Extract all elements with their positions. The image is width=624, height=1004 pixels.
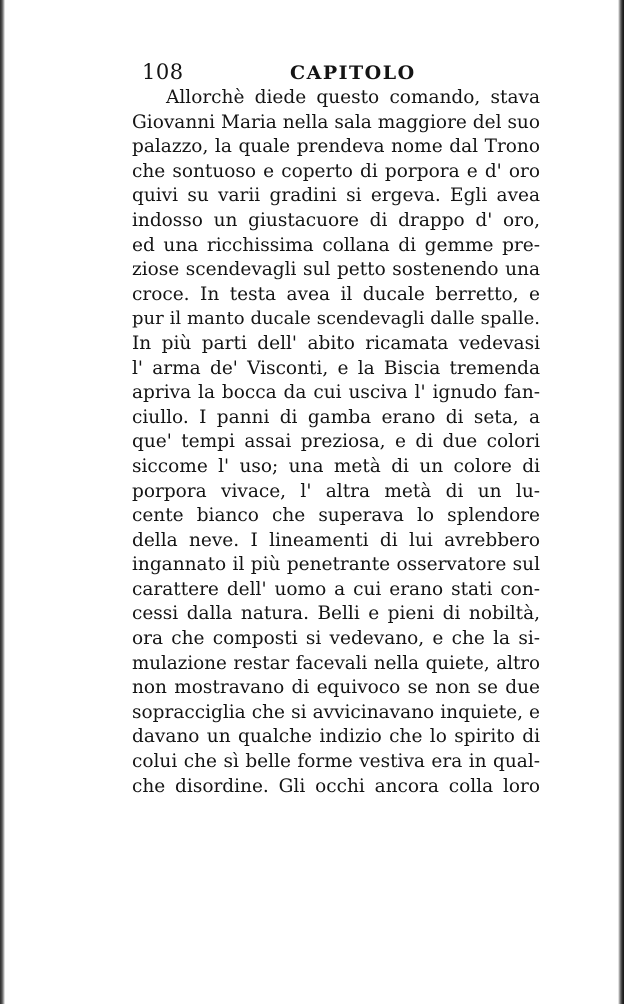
body-text (132, 86, 540, 799)
page-right-edge (618, 0, 624, 1004)
text-line: cente bianco che superava lo splendore (132, 505, 540, 527)
page-number: 108 (142, 60, 184, 84)
text-line: ora che composti si vedevano, e che la si- (132, 628, 540, 650)
text-line: apriva la bocca da cui usciva l' ignudo fan- (132, 382, 540, 404)
text-line: porpora vivace, l' altra metà di un lu- (132, 480, 540, 502)
text-line: que' tempi assai preziosa, e di due colori (132, 431, 540, 453)
text-line: che sontuoso e coperto di porpora e d' oro (132, 160, 540, 182)
text-line: mulazione restar facevali nella quiete, altro (132, 652, 540, 674)
text-line: della neve. I lineamenti di lui avrebbero (132, 529, 540, 551)
text-line: colui che sì belle forme vestiva era in qual- (132, 751, 540, 773)
text-line: che disordine. Gli occhi ancora colla loro (132, 775, 540, 797)
text-line: croce. In testa avea il ducale berretto, e (132, 283, 540, 305)
text-line: ingannato il più penetrante osservatore sul (132, 554, 540, 576)
text-line: non mostravano di equivoco se non se due (132, 677, 540, 699)
text-line: cessi dalla natura. Belli e pieni di nobiltà, (132, 603, 540, 625)
text-line: sopracciglia che si avvicinavano inquiete, e (132, 701, 540, 723)
text-line: ciullo. I panni di gamba erano di seta, a (132, 406, 540, 428)
text-line: Giovanni Maria nella sala maggiore del suo (132, 111, 540, 133)
text-line: Allorchè diede questo comando, stava (166, 87, 540, 108)
running-head: CAPITOLO (290, 62, 416, 84)
text-line: In più parti dell' abito ricamata vedevasi (132, 332, 540, 354)
page-header (142, 60, 542, 88)
text-line: carattere dell' uomo a cui erano stati con- (132, 578, 540, 600)
text-line: quivi su varii gradini si ergeva. Egli avea (132, 185, 540, 207)
text-line: davano un qualche indizio che lo spirito di (132, 726, 540, 748)
text-line: ed una ricchissima collana di gemme pre- (132, 234, 540, 256)
page-left-edge (0, 0, 5, 1004)
text-line: palazzo, la quale prendeva nome dal Trono (132, 136, 540, 158)
text-line: l' arma de' Visconti, e la Biscia tremenda (132, 357, 540, 379)
text-line: ziose scendevagli sul petto sostenendo una (132, 259, 540, 281)
text-line: siccome l' uso; una metà di un colore di (132, 455, 540, 477)
text-line: pur il manto ducale scendevagli dalle spalle. (132, 308, 540, 330)
text-line: indosso un giustacuore di drappo d' oro, (132, 209, 540, 231)
